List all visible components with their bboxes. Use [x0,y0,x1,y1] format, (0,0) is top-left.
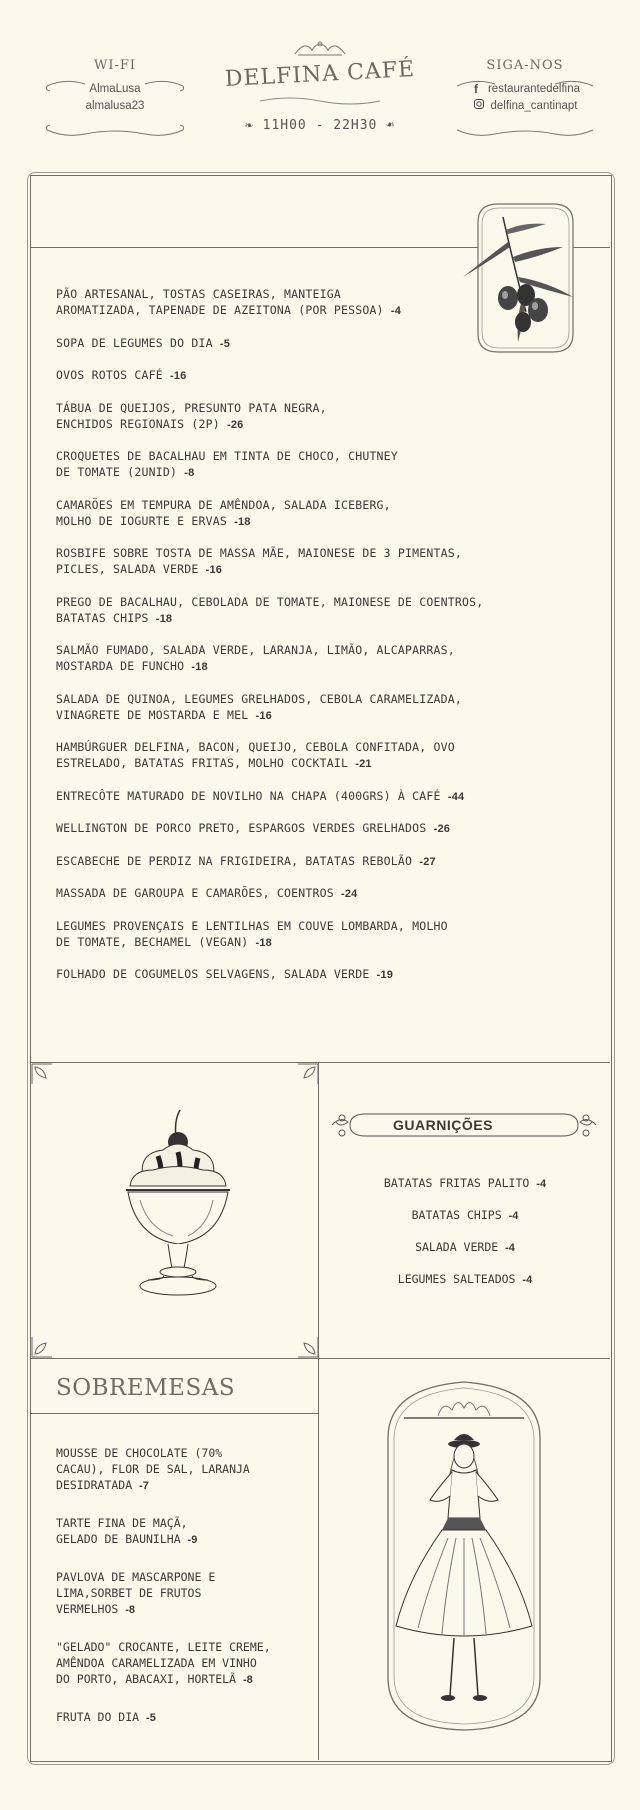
follow-title: SIGA-NOS [486,58,564,73]
wifi-network: AlmaLusa [89,83,141,95]
dessert-item: TARTE FINA DE MAÇÃ, GELADO DE BAUNILHA -9 [56,1516,198,1546]
menu-item-price: 18 [195,661,208,673]
menu-item-price: 27 [423,855,436,868]
menu-item-name: ENTRECÔTE MATURADO DE NOVILHO NA CHAPA (400GRS) À CAFÉ [56,788,441,803]
menu-item-name: SALADA DE QUINOA, LEGUMES GRELHADOS, CEBOLA CARAMELIZADA, VINAGRETE DE MOSTARDA E MEL [56,691,463,722]
garnish-title: GUARNIÇÕES [393,1117,493,1133]
menu-item-price: 21 [359,758,372,770]
main-menu-list [56,286,526,999]
dessert-item-name: FRUTA DO DIA [56,1710,140,1724]
garnish-item: BATATAS FRITAS PALITO -4 [383,1176,547,1190]
sundae-illustration [118,1108,238,1304]
hours-flourish-left: ❧ [244,118,254,133]
dessert-item: PAVLOVA DE MASCARPONE E LIMA,SORBET DE FRUTOS VERMELHOS -8 [56,1570,216,1616]
menu-item-price: 8 [188,467,195,479]
menu-item-price: 4 [394,305,402,317]
menu-item: OVOS ROTOS CAFÉ -16 [56,368,187,382]
dessert-item-price: 8 [128,1604,136,1616]
menu-item: ESCABECHE DE PERDIZ NA FRIGIDEIRA, BATATAS REBOLÃO -27 [56,853,436,868]
menu-item: LEGUMES PROVENÇAIS E LENTILHAS EM COUVE LOMBARDA, MOLHO DE TOMATE, BECHAMEL (VEGAN) -18 [56,918,448,949]
menu-item: ENTRECÔTE MATURADO DE NOVILHO NA CHAPA (400GRS) À CAFÉ -44 [56,788,465,803]
garnish-item-name: LEGUMES SALTEADOS [397,1272,516,1286]
menu-item-price: 24 [344,888,358,900]
lady-portrait-illustration [368,1378,560,1733]
menu-item-name: PÃO ARTESANAL, TOSTAS CASEIRAS, MANTEIGA AROMATIZADA, TAPENADE DE AZEITONA (POR PESSOA) [56,287,384,317]
menu-item: ROSBIFE SOBRE TOSTA DE MASSA MÃE, MAIONESE DE 3 PIMENTAS, PICLES, SALADA VERDE -16 [56,546,463,576]
menu-item-name: HAMBÚRGUER DELFINA, BACON, QUEIJO, CEBOLA CONFITADA, OVO ESTRELADO, BATATAS FRITAS, MOLHO COCKTAIL [56,740,455,770]
menu-item-name: ESCABECHE DE PERDIZ NA FRIGIDEIRA, BATATAS REBOLÃO [56,853,413,868]
garnish-item-name: BATATAS FRITAS PALITO [383,1176,530,1190]
wifi-banner-ornament [45,72,185,142]
dessert-item-name: "GELADO" CROCANTE, LEITE CREME, AMÊNDOA CARAMELIZADA EM VINHO DO PORTO, ABACAXI, HORTELÃ [56,1640,271,1686]
dessert-item-name: PAVLOVA DE MASCARPONE E LIMA,SORBET DE FRUTOS VERMELHOS [56,1570,216,1616]
menu-item-price: 18 [237,515,251,528]
garnish-item-price: 4 [539,1178,547,1190]
corner-ornament-br [296,1335,318,1357]
menu-item: TÁBUA DE QUEIJOS, PRESUNTO PATA NEGRA, ENCHIDOS REGIONAIS (2P) -26 [56,400,327,431]
dessert-item-price: 7 [142,1480,149,1492]
menu-item-name: LEGUMES PROVENÇAIS E LENTILHAS EM COUVE LOMBARDA, MOLHO DE TOMATE, BECHAMEL (VEGAN) [56,918,448,949]
facebook-icon: f [473,82,478,96]
menu-item-name: CROQUETES DE BACALHAU EM TINTA DE CHOCO, CHUTNEY DE TOMATE (2UNID) [56,449,398,479]
menu-item-name: SOPA DE LEGUMES DO DIA [56,335,213,350]
garnish-item-name: SALADA VERDE [415,1240,499,1254]
wifi-password: almalusa23 [85,100,145,112]
garnish-list [320,1175,610,1303]
menu-item: PREGO DE BACALHAU, CEBOLADA DE TOMATE, MAIONESE DE COENTROS, BATATAS CHIPS -18 [56,594,484,625]
menu-item-price: 18 [259,936,272,949]
crown-ornament [290,38,350,58]
garnish-item-price: 4 [508,1242,515,1254]
menu-item-price: 16 [173,370,187,382]
dessert-item-name: MOUSSE DE CHOCOLATE (70% CACAU), FLOR DE SAL, LARANJA DESIDRATADA [56,1446,250,1492]
menu-item: MASSADA DE GAROUPA E CAMARÕES, COENTROS -24 [56,886,358,900]
menu-item: SALMÃO FUMADO, SALADA VERDE, LARANJA, LIMÃO, ALCAPARRAS, MOSTARDA DE FUNCHO -18 [56,643,455,673]
menu-item-name: CAMARÕES EM TEMPURA DE AMÊNDOA, SALADA ICEBERG, MOLHO DE IOGURTE E ERVAS [56,497,391,528]
menu-item-name: SALMÃO FUMADO, SALADA VERDE, LARANJA, LIMÃO, ALCAPARRAS, MOSTARDA DE FUNCHO [56,643,455,673]
dessert-item-price: 9 [191,1534,198,1546]
menu-item-price: 18 [159,612,173,625]
menu-item-name: FOLHADO DE COGUMELOS SELVAGENS, SALADA VERDE [56,967,370,981]
menu-item-price: 44 [451,790,465,803]
dessert-item: "GELADO" CROCANTE, LEITE CREME, AMÊNDOA CARAMELIZADA EM VINHO DO PORTO, ABACAXI, HORTELÃ -8 [56,1640,271,1686]
opening-hours [230,118,410,133]
dessert-item: FRUTA DO DIA -5 [56,1710,156,1724]
instagram-handle: delfina_cantinapt [490,100,578,112]
dessert-item-price: 8 [246,1674,253,1686]
menu-item: FOLHADO DE COGUMELOS SELVAGENS, SALADA VERDE -19 [56,967,394,981]
menu-item: CAMARÕES EM TEMPURA DE AMÊNDOA, SALADA ICEBERG, MOLHO DE IOGURTE E ERVAS -18 [56,497,391,528]
desserts-list [56,1445,296,1747]
menu-item-price: 26 [437,823,451,835]
dessert-item: MOUSSE DE CHOCOLATE (70% CACAU), FLOR DE SAL, LARANJA DESIDRATADA -7 [56,1446,250,1492]
hours-text: 11H00 - 22H30 [262,118,378,133]
menu-item-name: WELLINGTON DE PORCO PRETO, ESPARGOS VERDES GRELHADOS [56,821,427,835]
center-divider [318,1062,319,1760]
garnish-item-price: 4 [512,1210,519,1222]
menu-item-price: 16 [259,709,272,722]
mid-divider [30,1062,610,1063]
corner-ornament-tl [32,1064,54,1086]
garnish-item-name: BATATAS CHIPS [411,1208,502,1222]
menu-item-price: 19 [380,969,394,981]
dessert-title-divider [30,1413,318,1414]
menu-item-name: ROSBIFE SOBRE TOSTA DE MASSA MÃE, MAIONESE DE 3 PIMENTAS, PICLES, SALADA VERDE [56,546,463,576]
brand-flourish [250,95,390,107]
menu-item: WELLINGTON DE PORCO PRETO, ESPARGOS VERDES GRELHADOS -26 [56,821,451,835]
dessert-item-name: TARTE FINA DE MAÇÃ, GELADO DE BAUNILHA [56,1516,188,1546]
desserts-title: SOBREMESAS [56,1375,236,1401]
garnish-item: BATATAS CHIPS -4 [411,1208,519,1222]
menu-item-name: MASSADA DE GAROUPA E CAMARÕES, COENTROS [56,886,334,900]
wifi-title: WI-FI [93,58,137,73]
menu-item-price: 16 [209,564,223,576]
garnish-item: SALADA VERDE -4 [415,1240,515,1254]
brand-title: DELFINA CAFÉ [224,57,416,92]
menu-item-name: TÁBUA DE QUEIJOS, PRESUNTO PATA NEGRA, ENCHIDOS REGIONAIS (2P) [56,400,327,431]
menu-item-name: PREGO DE BACALHAU, CEBOLADA DE TOMATE, MAIONESE DE COENTROS, BATATAS CHIPS [56,594,484,625]
facebook-handle: restaurantedelfina [487,83,581,95]
corner-ornament-tr [296,1064,318,1086]
menu-item: PÃO ARTESANAL, TOSTAS CASEIRAS, MANTEIGA AROMATIZADA, TAPENADE DE AZEITONA (POR PESSOA) -4 [56,287,402,317]
menu-item-name: OVOS ROTOS CAFÉ [56,368,163,382]
menu-item-price: 26 [230,418,244,431]
menu-item: HAMBÚRGUER DELFINA, BACON, QUEIJO, CEBOLA CONFITADA, OVO ESTRELADO, BATATAS FRITAS, MOLHO COCKTAIL -21 [56,740,455,770]
menu-item-price: 5 [223,337,231,350]
dessert-item-price: 5 [149,1712,156,1724]
lower-divider [30,1358,610,1359]
menu-item: CROQUETES DE BACALHAU EM TINTA DE CHOCO, CHUTNEY DE TOMATE (2UNID) -8 [56,449,398,479]
follow-banner-ornament [455,72,595,142]
garnish-item-price: 4 [526,1274,533,1286]
corner-ornament-bl [32,1335,54,1357]
menu-item: SOPA DE LEGUMES DO DIA -5 [56,335,231,350]
menu-item: SALADA DE QUINOA, LEGUMES GRELHADOS, CEBOLA CARAMELIZADA, VINAGRETE DE MOSTARDA E MEL -16 [56,691,463,722]
garnish-item: LEGUMES SALTEADOS -4 [397,1272,533,1286]
hours-flourish-right: ☙ [386,118,396,133]
